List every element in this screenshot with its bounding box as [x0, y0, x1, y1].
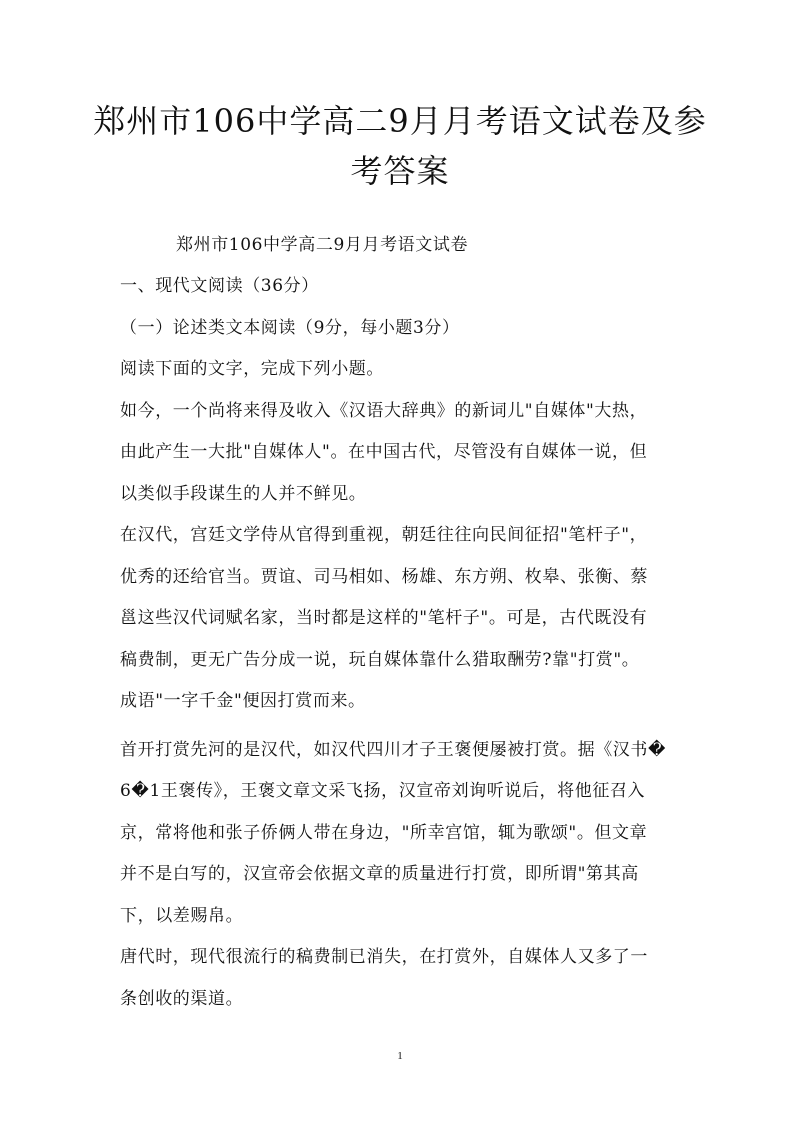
paragraph-line: 并不是白写的，汉宣帝会依据文章的质量进行打赏，即所谓"第其高 — [120, 864, 639, 884]
subsection-heading: （一）论述类文本阅读（9分，每小题3分） — [120, 318, 460, 338]
paragraph-line: 以类似手段谋生的人并不鲜见。 — [120, 484, 367, 504]
paragraph-line: 下，以差赐帛。 — [120, 906, 244, 926]
section-heading: 一、现代文阅读（36分） — [120, 276, 319, 296]
page-number: 1 — [397, 1050, 403, 1062]
paragraph-line: 成语"一字千金"便因打赏而来。 — [120, 691, 366, 711]
paragraph-line: 唐代时，现代很流行的稿费制已消失，在打赏外，自媒体人又多了一 — [120, 947, 648, 967]
paragraph-line: 如今，一个尚将来得及收入《汉语大辞典》的新词儿"自媒体"大热， — [120, 401, 648, 421]
title-line-2: 考答案 — [350, 152, 450, 190]
exam-subtitle: 郑州市106中学高二9月月考语文试卷 — [176, 235, 469, 255]
paragraph-line: 条创收的渠道。 — [120, 989, 244, 1009]
paragraph-line: 首开打赏先河的是汉代，如汉代四川才子王褒便屡被打赏。据《汉书� — [120, 740, 667, 760]
paragraph-line: 邕这些汉代词赋名家，当时都是这样的"笔杆子"。可是，古代既没有 — [120, 608, 648, 628]
reading-instruction: 阅读下面的文字，完成下列小题。 — [120, 359, 384, 379]
paragraph-line: 优秀的还给官当。贾谊、司马相如、杨雄、东方朔、枚皋、张衡、蔡 — [120, 567, 648, 587]
paragraph-line: 由此产生一大批"自媒体人"。在中国古代，尽管没有自媒体一说，但 — [120, 442, 648, 462]
title-line-1: 郑州市106中学高二9月月考语文试卷及参 — [93, 102, 707, 140]
paragraph-line: 6�1王褒传》，王褒文章文采飞扬，汉宣帝刘询听说后，将他征召入 — [120, 781, 646, 801]
document-title — [70, 96, 730, 196]
paragraph-line: 稿费制，更无广告分成一说，玩自媒体靠什么猎取酬劳?靠"打赏"。 — [120, 650, 640, 670]
paragraph-line: 京，常将他和张子侨俩人带在身边，"所幸宫馆，辄为歌颂"。但文章 — [120, 823, 648, 843]
paragraph-line: 在汉代，宫廷文学侍从官得到重视，朝廷往往向民间征招"笔杆子"， — [120, 525, 648, 545]
